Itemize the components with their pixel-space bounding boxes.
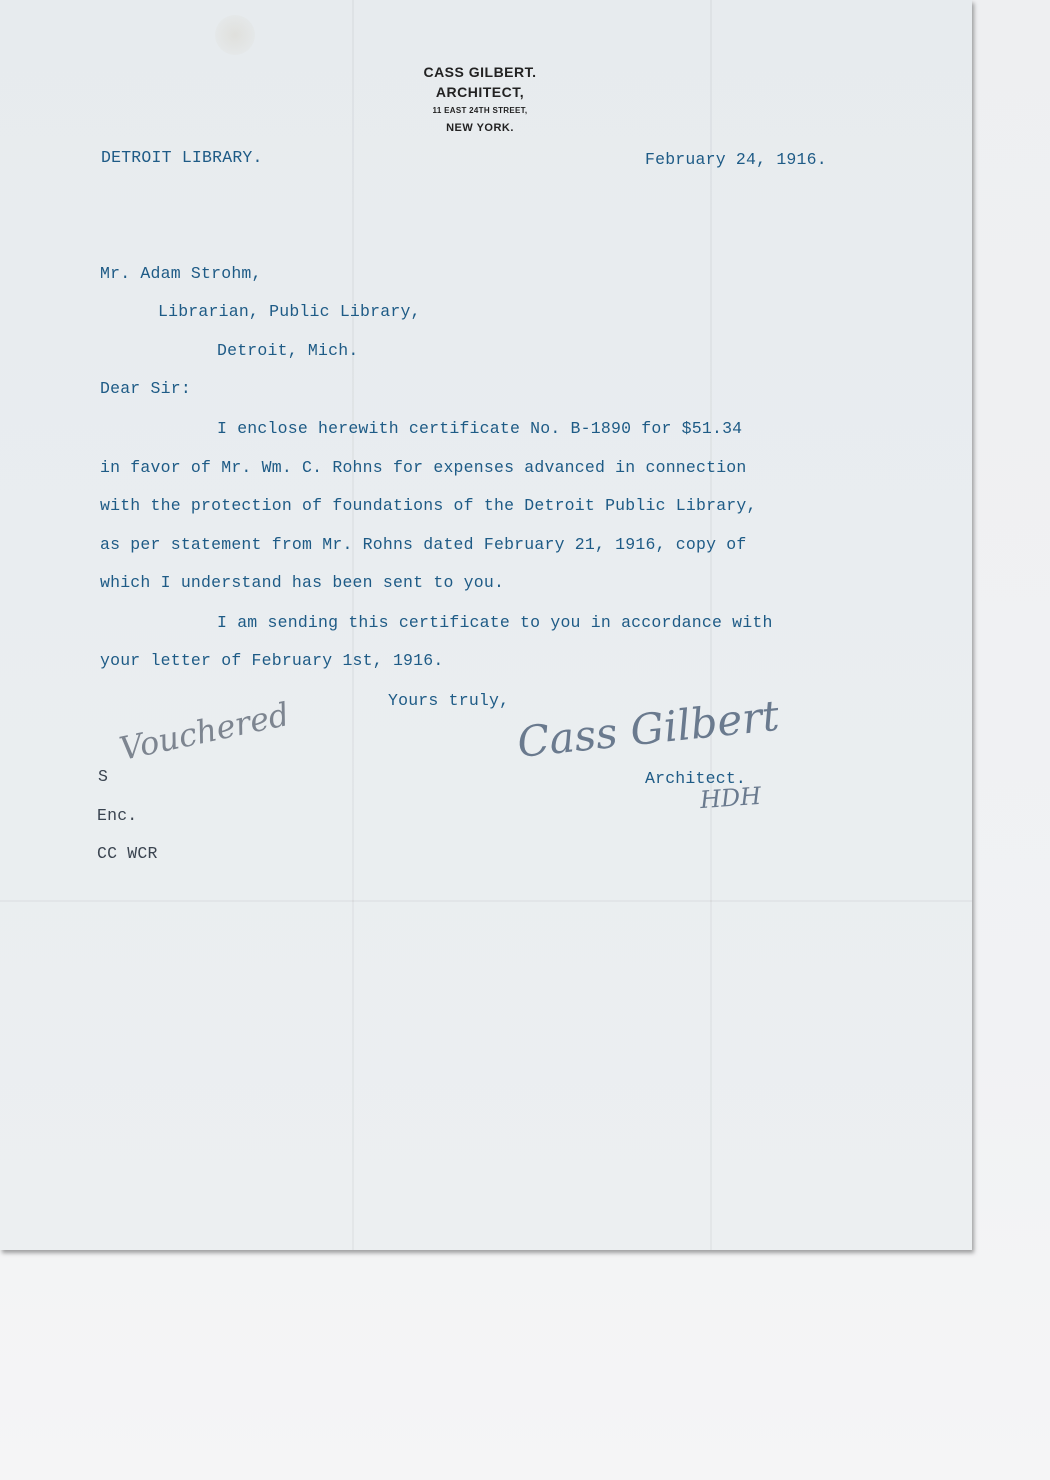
- addressee-position: Librarian, Public Library,: [158, 302, 421, 321]
- body-line: your letter of February 1st, 1916.: [100, 651, 444, 670]
- letter-date: February 24, 1916.: [645, 150, 827, 169]
- body-line: as per statement from Mr. Rohns dated February 21, 1916, copy of: [100, 535, 747, 554]
- letterhead: [380, 62, 580, 136]
- body-line: with the protection of foundations of the Detroit Public Library,: [100, 496, 757, 515]
- paper-stain: [215, 15, 255, 55]
- signature-title: Architect.: [645, 769, 747, 788]
- notation-s: S: [98, 767, 109, 786]
- letterhead-name: CASS GILBERT.: [423, 64, 537, 80]
- body-line: I enclose herewith certificate No. B-1890 for $51.34: [217, 419, 743, 438]
- cc-notation: CC WCR: [97, 844, 158, 863]
- letterhead-title: ARCHITECT,: [435, 84, 525, 100]
- closing: Yours truly,: [388, 691, 510, 710]
- enclosure: Enc.: [97, 806, 138, 825]
- body-line: in favor of Mr. Wm. C. Rohns for expenses advanced in connection: [100, 458, 747, 477]
- signature: Cass Gilbert: [514, 690, 782, 767]
- body-line: I am sending this certificate to you in accordance with: [217, 613, 773, 632]
- body-line: which I understand has been sent to you.: [100, 573, 505, 592]
- salutation: Dear Sir:: [100, 379, 191, 398]
- pencil-note: Vouchered: [116, 695, 293, 768]
- file-label: DETROIT LIBRARY.: [101, 148, 263, 167]
- letterhead-city: NEW YORK.: [446, 122, 514, 134]
- typist-initials: HDH: [699, 781, 763, 815]
- addressee-city: Detroit, Mich.: [217, 341, 359, 360]
- letterhead-street: 11 EAST 24TH STREET,: [432, 106, 528, 115]
- fold-line: [0, 900, 972, 902]
- addressee-name: Mr. Adam Strohm,: [100, 264, 262, 283]
